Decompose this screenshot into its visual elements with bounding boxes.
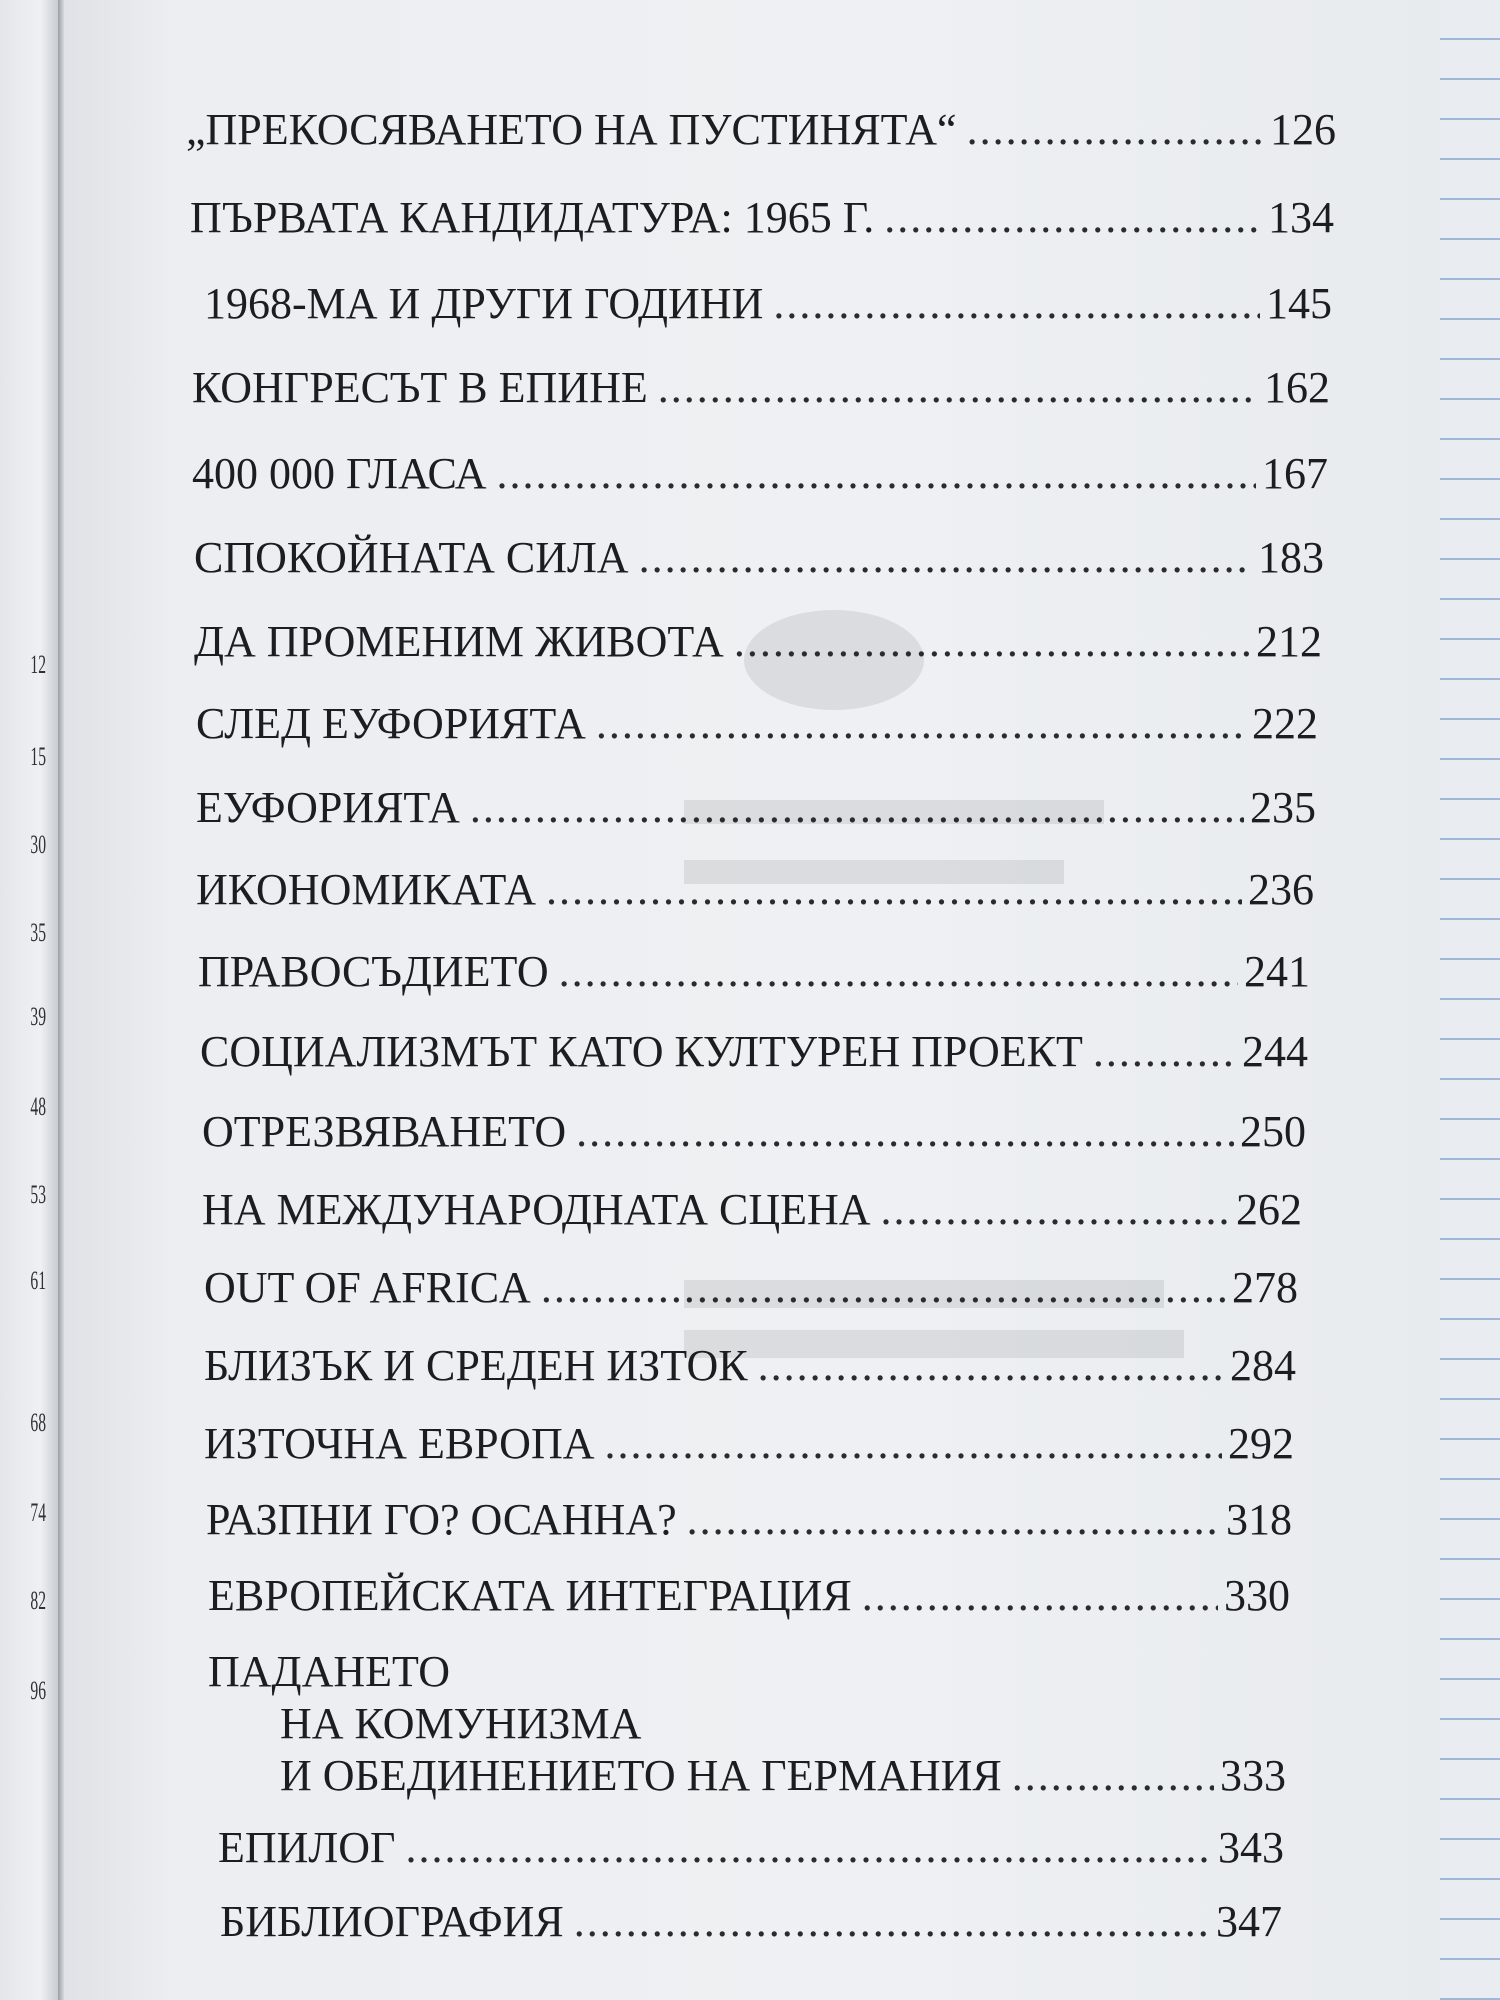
left-page-number: 12 xyxy=(30,650,46,679)
toc-leader-dots xyxy=(639,536,1252,580)
toc-entry-page: 330 xyxy=(1224,1571,1290,1620)
toc-entry-title: OUT OF AFRICA xyxy=(204,1263,531,1312)
toc-entry xyxy=(196,783,1316,832)
toc-entry xyxy=(204,1263,1298,1312)
toc-leader-dots xyxy=(559,950,1238,994)
toc-leader-dots xyxy=(881,1188,1230,1232)
toc-entry-multiline-title-line: ПАДАНЕТО xyxy=(208,1647,451,1696)
toc-leader-dots xyxy=(574,1900,1210,1944)
toc-entry-title: БЛИЗЪК И СРЕДЕН ИЗТОК xyxy=(204,1341,748,1390)
toc-leader-dots xyxy=(967,108,1264,152)
toc-leader-dots xyxy=(734,620,1250,664)
toc-entry-page: 162 xyxy=(1264,363,1330,412)
toc-entry xyxy=(198,947,1310,996)
toc-entry xyxy=(218,1823,1284,1872)
toc-entry xyxy=(204,279,1332,328)
toc-entry-title: ДА ПРОМЕНИМ ЖИВОТА xyxy=(194,617,724,666)
notebook-paper-edge xyxy=(1440,0,1500,2000)
toc-entry-title: ПРАВОСЪДИЕТО xyxy=(198,947,549,996)
toc-entry-title: ИКОНОМИКАТА xyxy=(196,865,536,914)
toc-leader-dots xyxy=(405,1826,1212,1870)
toc-entry-page: 222 xyxy=(1252,699,1318,748)
toc-entry xyxy=(194,533,1324,582)
left-page-number: 35 xyxy=(30,918,46,947)
toc-entry-page: 318 xyxy=(1226,1495,1292,1544)
toc-leader-dots xyxy=(541,1266,1226,1310)
toc-entry-page: 236 xyxy=(1248,865,1314,914)
toc-entry-title: СЛЕД ЕУФОРИЯТА xyxy=(196,699,586,748)
toc-entry xyxy=(190,193,1334,242)
toc-entry xyxy=(204,1419,1294,1468)
toc-leader-dots xyxy=(596,702,1246,746)
toc-leader-dots xyxy=(497,452,1257,496)
toc-entry-page: 145 xyxy=(1266,279,1332,328)
toc-entry xyxy=(186,105,1336,154)
left-page-number: 74 xyxy=(30,1498,46,1527)
toc-entry xyxy=(200,1027,1308,1076)
toc-entry-page: 347 xyxy=(1216,1897,1282,1946)
toc-entry xyxy=(192,449,1328,498)
toc-entry xyxy=(202,1107,1306,1156)
toc-entry-page: 278 xyxy=(1232,1263,1298,1312)
toc-leader-dots xyxy=(658,366,1258,410)
toc-entry-title: ОТРЕЗВЯВАНЕТО xyxy=(202,1107,567,1156)
toc-entry xyxy=(206,1495,1292,1544)
toc-entry-page: 241 xyxy=(1244,947,1310,996)
toc-entry-page: 134 xyxy=(1268,193,1334,242)
toc-leader-dots xyxy=(546,868,1242,912)
left-facing-page xyxy=(0,0,58,2000)
toc-entry-title: ЕВРОПЕЙСКАТА ИНТЕГРАЦИЯ xyxy=(208,1571,852,1620)
toc-entry-page: 343 xyxy=(1218,1823,1284,1872)
toc-entry xyxy=(192,363,1330,412)
toc-leader-dots xyxy=(605,1422,1223,1466)
left-page-number: 82 xyxy=(30,1586,46,1615)
toc-leader-dots xyxy=(758,1344,1224,1388)
toc-entry-title: ПЪРВАТА КАНДИДАТУРА: 1965 Г. xyxy=(190,193,875,242)
left-page-number: 96 xyxy=(30,1676,46,1705)
toc-entry-title: „ПРЕКОСЯВАНЕТО НА ПУСТИНЯТА“ xyxy=(186,105,957,154)
toc-entry xyxy=(220,1897,1282,1946)
toc-leader-dots xyxy=(470,786,1244,830)
toc-entry-title: ЕПИЛОГ xyxy=(218,1823,396,1872)
toc-entry-page: 333 xyxy=(1220,1751,1286,1800)
toc-entry xyxy=(194,617,1322,666)
left-page-number: 15 xyxy=(30,742,46,771)
toc-entry xyxy=(280,1751,1286,1800)
toc-leader-dots xyxy=(576,1110,1234,1154)
toc-entry-title: 400 000 ГЛАСА xyxy=(192,449,487,498)
toc-leader-dots xyxy=(862,1574,1218,1618)
left-page-number: 48 xyxy=(30,1092,46,1121)
toc-leader-dots xyxy=(687,1498,1220,1542)
toc-entry xyxy=(196,699,1318,748)
toc-entry-title: СОЦИАЛИЗМЪТ КАТО КУЛТУРЕН ПРОЕКТ xyxy=(200,1027,1083,1076)
toc-leader-dots xyxy=(773,282,1260,326)
toc-leader-dots xyxy=(884,196,1262,240)
toc-entry-page: 235 xyxy=(1250,783,1316,832)
toc-entry xyxy=(202,1185,1302,1234)
left-page-number: 53 xyxy=(30,1180,46,1209)
toc-entry-page: 284 xyxy=(1230,1341,1296,1390)
toc-entry-page: 126 xyxy=(1270,105,1336,154)
toc-entry-title: НА МЕЖДУНАРОДНАТА СЦЕНА xyxy=(202,1185,871,1234)
toc-entry-page: 292 xyxy=(1228,1419,1294,1468)
toc-entry-page: 250 xyxy=(1240,1107,1306,1156)
toc-leader-dots xyxy=(1012,1754,1214,1798)
toc-entry-multiline-title-line: НА КОМУНИЗМА xyxy=(280,1699,642,1748)
toc-entry-page: 262 xyxy=(1236,1185,1302,1234)
toc-entry-page: 212 xyxy=(1256,617,1322,666)
toc-entry-title: ИЗТОЧНА ЕВРОПА xyxy=(204,1419,595,1468)
left-page-number: 39 xyxy=(30,1002,46,1031)
toc-entry-page: 167 xyxy=(1262,449,1328,498)
toc-entry-title: КОНГРЕСЪТ В ЕПИНЕ xyxy=(192,363,648,412)
toc-entry xyxy=(204,1341,1296,1390)
toc-entry-title: ЕУФОРИЯТА xyxy=(196,783,460,832)
toc-entry-title: И ОБЕДИНЕНИЕТО НА ГЕРМАНИЯ xyxy=(280,1751,1002,1800)
toc-entry-title: РАЗПНИ ГО? ОСАННА? xyxy=(206,1495,677,1544)
toc-entry xyxy=(196,865,1314,914)
toc-entry-title: БИБЛИОГРАФИЯ xyxy=(220,1897,564,1946)
left-page-number: 68 xyxy=(30,1408,46,1437)
toc-entry-title: 1968-МА И ДРУГИ ГОДИНИ xyxy=(204,279,764,328)
left-page-number: 30 xyxy=(30,830,46,859)
toc-entry-title: СПОКОЙНАТА СИЛА xyxy=(194,533,629,582)
toc-entry-page: 244 xyxy=(1242,1027,1308,1076)
toc-entry-page: 183 xyxy=(1258,533,1324,582)
left-page-number: 61 xyxy=(30,1266,46,1295)
toc-leader-dots xyxy=(1093,1030,1236,1074)
toc-entry xyxy=(208,1571,1290,1620)
